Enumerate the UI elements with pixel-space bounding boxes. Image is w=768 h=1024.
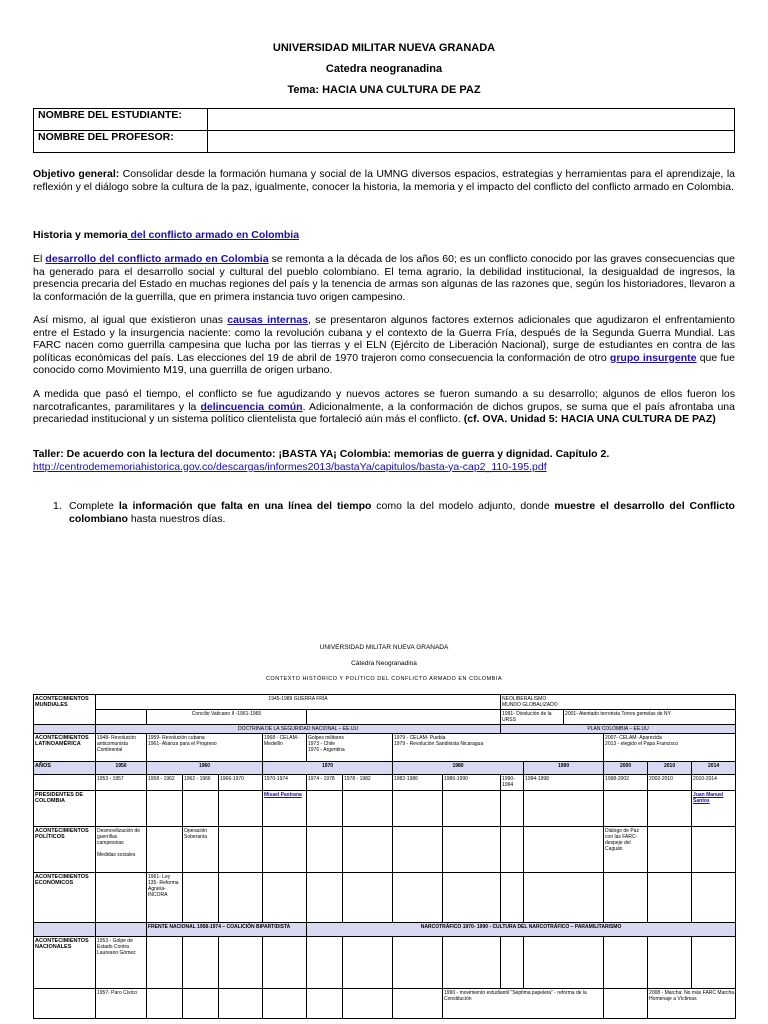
latam-event-4: Golpes militares 1973 - Chile 1976 - Argentina (307, 734, 393, 762)
para2-post: que fue conocido como Movimiento M19, una guerrilla de origen urbano. (33, 351, 735, 377)
national-front-cell: FRENTE NACIONAL 1958-1974 – COALICIÓN BIPARTIDISTA (147, 923, 307, 937)
period-cell: 1970-1974 (263, 775, 307, 791)
para2-mid: , se presentaron algunos factores externos adicionales que agudizaron el enfrentamiento entre el Estado y la insurgencia naciente: como la revolución cubana y el contexto de la Guerra Fría, después de la Segunda Guerra Mundial. Las FARC nacen como guerrilla campesina que lucha por las tierras y el ELN (Ejército de Liberación Nacional), surge de estudiantes en contra de las políticas económicas del país. Las elecciones del 19 de abril de 1970 trajeron como consecuencia la conformación de otro (33, 314, 735, 364)
history-heading-link[interactable]: del conflicto armado en Colombia (127, 229, 300, 241)
latam-event-3: 1968 - CELAM- Medellín (263, 734, 307, 762)
para3-pre: A medida que pasó el tiempo, el conflicto se fue agudizando y nuevos actores se fueron sumando a su desarrollo; algunos de ellos fueron los narcotraficantes, paramilitares y la (33, 388, 735, 413)
paragraph-2 (33, 314, 735, 377)
period-cell: 1966-1970 (219, 775, 263, 791)
conflict-development-link[interactable]: desarrollo del conflicto armado en Colombia (45, 253, 269, 265)
taller-block (33, 448, 735, 473)
period-cell: 1974 - 1978 (307, 775, 343, 791)
paragraph-3 (33, 388, 735, 426)
para3-reference: (cf. OVA. Unidad 5: HACIA UNA CULTURA DE PAZ) (463, 413, 716, 426)
period-cell: 1962 - 1966 (183, 775, 219, 791)
timeline-university: UNIVERSIDAD MILITAR NUEVA GRANADA (319, 644, 449, 651)
plan-colombia-cell: PLAN COLOMBIA – EE.UU (501, 725, 736, 734)
economic-event-1: 1961- Ley 135- Reforma Agraria- INCORA (147, 873, 183, 923)
paragraph-1 (33, 253, 735, 303)
president-pastrana-link[interactable]: Misael Pastrana (264, 792, 302, 798)
decade-cell: 2010 (648, 762, 692, 775)
university-title: UNIVERSIDAD MILITAR NUEVA GRANADA (272, 42, 496, 54)
period-cell: 1986-1990 (443, 775, 501, 791)
internal-causes-link[interactable]: causas internas (227, 314, 308, 326)
common-crime-link[interactable]: delincuencia común (200, 400, 303, 413)
course-title: Catedra neogranadina (325, 63, 443, 75)
latam-event-5: 1979 - CELAM- Puebla 1979 - Revolución Sandinista Nicaragua (393, 734, 604, 762)
timeline-subtitle: CONTEXTO HISTÓRICO Y POLÍTICO DEL CONFLICTO ARMADO EN COLOMBIA (265, 676, 503, 682)
taller-url-link[interactable]: http://centrodememoriahistorica.gov.co/descargas/informes2013/bastaYa/capitulos/basta-ya-cap2_110-195.pdf (33, 460, 547, 473)
timeline-course: Cátedra Neogranadina (351, 660, 417, 667)
political-event-1b: Medidas sociales (97, 852, 136, 858)
row-label-presidents: PRESIDENTES DE COLOMBIA (34, 791, 96, 827)
decade-cell: 1970 (263, 762, 393, 775)
period-cell: 2002-2010 (648, 775, 692, 791)
decade-cell: 1960 (147, 762, 263, 775)
student-field[interactable] (208, 109, 735, 131)
task-bold-2: muestre el desarrollo del Conflicto colombiano (69, 500, 735, 525)
political-event-3: Diálogo de Paz con las FARC- despeje del Caguán (604, 827, 648, 873)
decade-cell: 2000 (604, 762, 648, 775)
history-heading-text: Historia y memoria (33, 229, 128, 241)
objective-label: Objetivo general: (33, 168, 120, 180)
history-heading (33, 229, 735, 242)
teacher-label: NOMBRE DEL PROFESOR: (34, 131, 208, 153)
para1-pre: El (33, 253, 46, 265)
president-santos-link[interactable]: Juan Manuel Santos (693, 792, 724, 804)
neoliberalism-cell: NEOLIBERALISMO MUNDO GLOBALIZADO (501, 695, 736, 710)
latam-event-1: 1948- Revolución anticomunista Continental (96, 734, 147, 762)
row-label-latam: ACONTECIMIENTOS LATINOAMÉRICA (34, 734, 96, 762)
teacher-field[interactable] (208, 131, 735, 153)
national-event-2: 1957- Paro Cívico (96, 989, 147, 1019)
decade-cell: 1950 (96, 762, 147, 775)
task-pre: Complete (69, 500, 119, 512)
latam-event-2: 1959- Revolución cubana 1961- Alianza para el Progreso (147, 734, 263, 762)
vatican-cell: Concilio Vaticano II -1961-1965 (147, 710, 307, 725)
para2-pre: Así mismo, al igual que existieron unas (33, 314, 228, 326)
row-label-economic: ACONTECIMIENTOS ECONÓMICOS (34, 873, 96, 923)
period-cell: 1990-1994 (501, 775, 524, 791)
cold-war-cell: 1945-1989 GUERRA FRÍA (96, 695, 501, 710)
task-bold-1: la información que falta en una línea del tiempo (118, 500, 372, 512)
objective-text: Consolidar desde la formación humana y social de la UMNG diversos espacios, estrategias y herramientas para el aprendizaje, la reflexión y el diálogo sobre la cultura de la paz, igualmente, conocer la historia, la memoria y el impacto del conflicto del conflicto armado en Colombia. (33, 168, 735, 193)
timeline-table (33, 694, 736, 1019)
insurgent-group-link[interactable]: grupo insurgente (609, 351, 697, 364)
decade-cell: 1990 (524, 762, 604, 775)
objective-block (33, 168, 735, 193)
decade-cell: 1980 (393, 762, 524, 775)
twin-towers-cell: 2001- Atentado terrorista Torres gemelas de NY (564, 710, 736, 725)
period-cell: 1958 - 1962 (147, 775, 183, 791)
period-cell: 1982-1986 (393, 775, 443, 791)
row-label-mundiales: ACONTECIMIENTOS MUNDIALES (34, 695, 96, 725)
doctrine-cell: DOCTRINA DE LA SEGURIDAD NACIONAL – EE.UU (96, 725, 501, 734)
political-event-2: Operación Soberanía (183, 827, 219, 873)
task-post: hasta nuestros días. (127, 512, 226, 525)
political-event-1: Desmovilización de guerrillas campesinas (97, 828, 141, 846)
national-event-4: 2008 - Marcha: No más FARC Marcha Homenaje a Víctimas (648, 989, 736, 1019)
decade-cell: 2014 (692, 762, 736, 775)
para1-post: se remonta a la década de los años 60; es un conflicto conocido por las graves consecuencias que ha generado para el desarrollo social y cultural del pueblo colombiano. El tema agrario, la debilidad institucional, la desigualdad de ingresos, la presencia precaria del Estado en muchas regiones del país y la tenencia de armas son algunas de las razones que, según los historiadores, llevaron a la conformación de la guerrilla, que en primera instancia tuvo origen campesino. (33, 253, 735, 303)
row-label-national: ACONTECIMIENTOS NACIONALES (34, 937, 96, 989)
para3-mid: . Adicionalmente, a la conformación de dichos grupos, se suma que el país afrontaba una precariedad institucional y un sistema político clientelista que fortaleció aún más el conflicto. (33, 400, 735, 426)
period-cell: 1994-1998 (524, 775, 604, 791)
task-number: 1. (53, 500, 62, 512)
national-event-3: 1990 - movimiento estudiantil "Séptima papeleta" - reforma de la Constitución (443, 989, 604, 1019)
row-label-years: AÑOS (34, 762, 96, 775)
period-cell: 2010-2014 (692, 775, 736, 791)
national-event-1: 1953 - Golpe de Estado Contra Laureano Gómez (96, 937, 147, 989)
task-text (69, 500, 735, 525)
task-mid: como la del modelo adjunto, donde (371, 500, 555, 512)
taller-title: Taller: De acuerdo con la lectura del documento: ¡BASTA YA¡ Colombia: memorias de guerra y dignidad. Capítulo 2. (33, 448, 610, 460)
latam-event-6: 2007- CELAM- Aparecida 2013 - elegido el Papa Francisco (604, 734, 736, 762)
period-cell: 1998-2002 (604, 775, 648, 791)
student-label: NOMBRE DEL ESTUDIANTE: (34, 109, 208, 131)
period-cell: 1978 - 1982 (343, 775, 393, 791)
urss-cell: 1991- Disolución de la URSS (501, 710, 564, 725)
identification-table (33, 108, 735, 153)
row-label-political: ACONTECIMIENTOS POLÍTICOS (34, 827, 96, 873)
topic-title: Tema: HACIA UNA CULTURA DE PAZ (287, 84, 481, 96)
drug-trafficking-cell: NARCOTRÁFICO 1970- 1990 - CULTURA DEL NARCOTRÁFICO – PARAMILITARISMO (307, 923, 736, 937)
period-cell: 1953 - 1957 (96, 775, 147, 791)
